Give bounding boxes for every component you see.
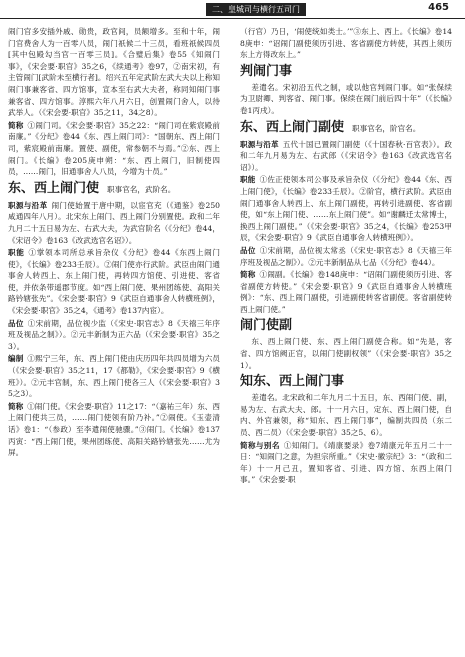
field-text: ①知闹门。《靖康要录》卷7靖康元年五月二十一日：“知闹门之意，为担宗所重。”《宋史·徽宗纪》3：“（政和二年）十一月己丑，置知客省、引进、四方馆、东西上闹门事。”《宋会要·职 [240, 440, 453, 485]
entry-title [240, 120, 452, 137]
field-label: 简称 [240, 270, 256, 280]
field-label: 职源与沿革 [240, 139, 279, 149]
header-rule [0, 18, 465, 19]
entry-description: 差遣名。宋初沿五代之制，或以他官判闹门事。如“张保续为卫尉卿、判客省、闹门事。保续在闹门前后四十年”（《长编》卷1丙戌）。 [240, 82, 452, 115]
paragraph [8, 401, 220, 459]
field-label: 编制 [8, 354, 24, 364]
field-text: ①熙宁三年，东、西上闹门使由庆历四年共四员增为六员（《宋会要·职官》35之11，17《都勒》，《宋会要·职官》9《横班》）。②元丰官制，东、西上闹门使各三人（《宋会要·职官》35之3）。 [8, 354, 221, 399]
field-text: 闹门使始置于唐中期，以宦官充（《通鉴》卷250咸通四年八月）。北宋东上闹门、西上闹门分别置使。政和二年九月二十五日易为左、右武大夫，为武官阶名（《分纪》卷44，《宋诏令》卷163《改武选官名诏》）。 [8, 200, 220, 245]
entry-heading: 东、西上闹门副使 [240, 119, 345, 135]
left-column [8, 26, 220, 460]
field-text: ①闹门使。《宋会要·职官》11之17：“（嘉祐三年）东、西上闹门使共三员，……闹门使领有阶乃补。”②闹使。《玉壶清话》卷1：“（参政）至李遣闹使驰骤。”③闹门。《长编》卷137丙寅：“西上闹门使，果州团练使、高阳关路钤辖张先……尤为屏。 [8, 401, 220, 458]
field-text: ①闹副。《长编》卷148庚申：“诏闹门副使须历引进、客省副使方转使。”《宋会要·职官》9《武臣自通事舍人转横班例》：“东、西上闹门副使，引进副使转客省副使。客省副使转西上闹门使。” [240, 270, 453, 314]
paragraph [8, 120, 220, 178]
right-column [240, 26, 452, 487]
entry-heading: 知东、西上闹门事 [240, 374, 345, 390]
entry-heading: 东、西上闹门使 [8, 180, 100, 196]
paragraph [8, 200, 220, 246]
paragraph [240, 245, 452, 268]
section-title: 二、皇城司与横行五司门 [206, 3, 306, 16]
entry-title [8, 181, 220, 198]
field-label: 品位 [8, 318, 24, 328]
field-text: ①佐正使领本司公事及承旨杂仪（《分纪》卷44《东、西上闹门使》，《长编》卷233壬辰）。②阶官，横行武阶。武臣由闹门通事舍人转西上、东上闹门副使，再转引进副使、客省副使，如“东上闹门使、……东上闹门使”。如“谢麟迁太常博士，换西上闹门副使。”（《宋会要·职官》35之4，《长编》卷253甲辰，《宋会要·职官》9《武臣自通事舍人转横班例》）。 [240, 175, 452, 243]
field-label: 简称与别名 [240, 440, 280, 450]
field-label: 简称 [8, 120, 24, 130]
paragraph [8, 353, 220, 399]
paragraph [8, 318, 220, 353]
paragraph [8, 247, 220, 317]
entry-heading: 闹门使副 [240, 318, 293, 334]
field-label: 职能 [8, 248, 25, 258]
entry-description: 差遣名。北宋政和二年九月二十五日，东、西闹门使、副，易为左、右武大夫、郎。十一月六日，定东、西上闹门使，自内、外官兼领，称“知东、西上闹门事”，编制共四员（东二员、西二员）（《宋会要·职官》35之5、6）。 [240, 393, 452, 438]
entry-note: 职事官名，阶官名。 [352, 123, 421, 133]
paragraph [240, 440, 452, 486]
field-text: 五代十国已置闹门副使（《十国春秋·百官表》）。政和二年九月易为左、右武郎（《宋诏令》卷163《改武选官名诏》）。 [240, 139, 452, 172]
paragraph: （行官）乃日，‘闹使统如类士。’”③东上、西上。《长编》卷148庚申：“诏闹门副使须历引进、客省副使方转使，其西上须历东上方得改东上。” [240, 27, 452, 60]
paragraph: 闹门官多安插外戚、勋贵，政官间，员额增多。至和十年，闹门官费舍人为一百零八员，闹门祇候二十三员，看班祇候四员[其中包殿勾当官一百零三员]。《合璧后集》卷55《知闹门事》，《宋会要·职官》35之6，《续通考》卷97，②南宋初，有主管闹门[武阶未至横行者]。绍兴五年定武阶左武大夫以上称知闹门事兼客省、四方馆事，宣本至右武大夫者，称同知闹门事兼客省、四方馆事。淳熙六年八月六日，创置闹门舍人，以待武举人。（《宋会要·职官》35之11，34之8）。 [8, 27, 220, 118]
field-label: 简称 [8, 401, 24, 411]
field-label: 职能 [240, 175, 256, 185]
page-number: 465 [428, 2, 449, 13]
entry-note: 职事官名，武阶名。 [107, 184, 176, 194]
entry-description: 东、西上闹门使、东、西上闹门副使合称。如“先是，客省、四方馆阙正官，以闹门使副权领”（《宋会要·职官》35之1）。 [240, 337, 452, 370]
entry-title [240, 374, 452, 390]
field-label: 品位 [240, 245, 256, 255]
page-header [0, 0, 465, 20]
paragraph [240, 269, 452, 315]
entry-title [240, 64, 452, 80]
field-text: ①闹门司。《宋会要·职官》35之22：“闹门司在紫宸殿前南廉。”《分纪》卷44《东、西上闹门司》：“国朝东、西上闹门司，紫宸殿前南廉。置使、副使，常参朝不与焉。”②东、西上闹门。《长编》卷205庚申朔：“东、西上闹门，旧制使四员，……闹门，旧通事舍人八员，今增为十员。” [8, 120, 220, 177]
entry-title [240, 318, 452, 334]
paragraph [240, 139, 452, 174]
field-text: ①宋前期，品位视太常丞（《宋史·职官志》8《天禧三年序班及视品之制》）。②元丰新制品从七品（《分纪》卷44）。 [240, 245, 452, 267]
entry-heading: 判闹门事 [240, 63, 293, 79]
paragraph [240, 174, 452, 244]
field-text: ①宋前期，品位视少监（《宋史·职官志》8《天禧三年序班及视品之制》）。②元丰新制为正六品（《宋会要·职官》35之3）。 [8, 318, 220, 351]
field-text: ①掌领本司所总承旨杂仪《分纪》卷44《东西上闹门使》，《长编》卷233壬辰）。②闹门使亦行武阶。武臣由闹门通事舍人转西上、东上闹门使，再转四方馆使、引进使、客省使，并依条带遥郡节度。如“西上闹门使、果州团练使、高阳关路钤辖张先”。《宋会要·职官》9《武臣自通事舍人转横班例》，《宋会要·职官》35之4，《通考》卷137内宦）。 [8, 248, 220, 316]
field-label: 职源与沿革 [8, 200, 48, 210]
